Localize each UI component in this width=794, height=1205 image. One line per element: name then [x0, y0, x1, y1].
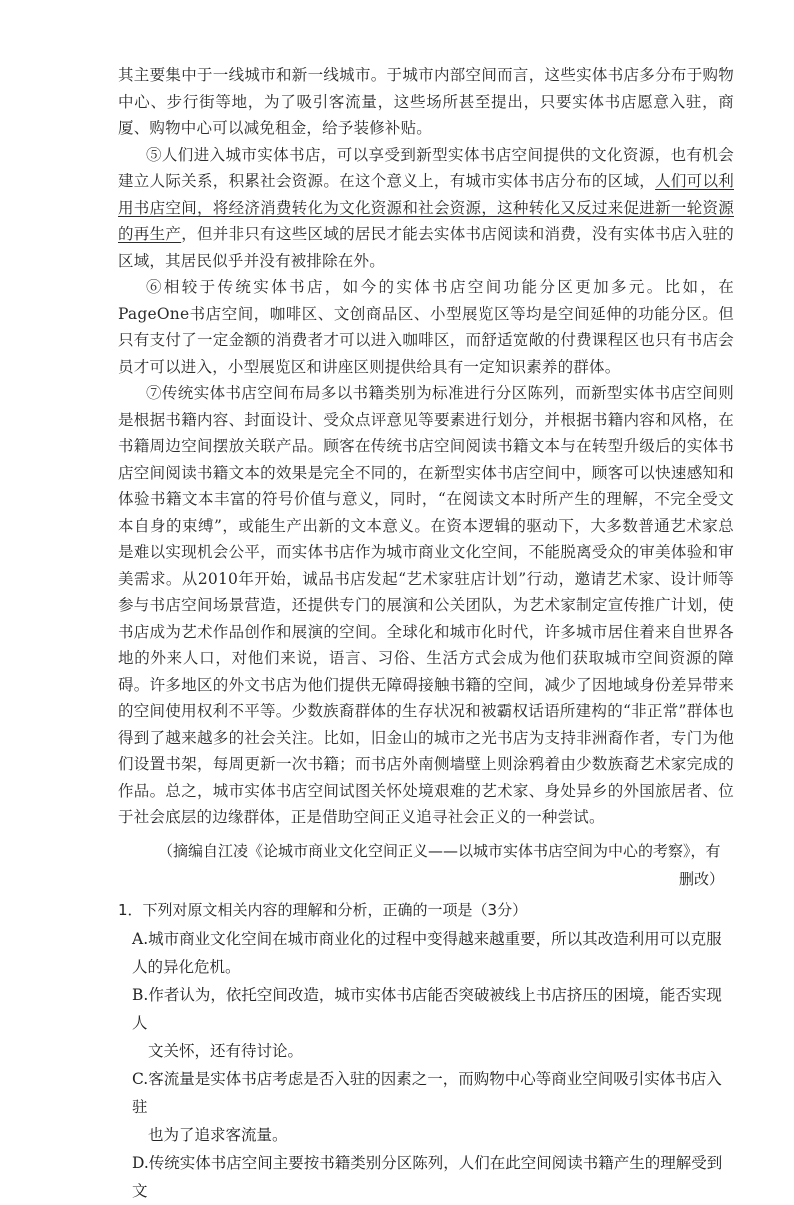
option-d: D.传统实体书店空间主要按书籍类别分区陈列，人们在此空间阅读书籍产生的理解受到文: [132, 1153, 723, 1200]
option-c: [118, 1065, 734, 1149]
option-b-line2: 文关怀，还有待讨论。: [148, 1041, 304, 1060]
paragraph-5-after: ，但并非只有这些区域的居民才能去实体书店阅读和消费，没有实体书店入驻的区域，其居民似乎并没有被排除在外。: [118, 225, 734, 270]
paragraph-5: [118, 142, 734, 275]
question-1-stem: 1．下列对原文相关内容的理解和分析，正确的一项是（3分）: [118, 900, 528, 919]
option-a: A.城市商业文化空间在城市商业化的过程中变得越来越重要，所以其改造利用可以克服人的异化危机。: [132, 929, 722, 976]
option-c-line2: 也为了追求客流量。: [148, 1125, 288, 1144]
paragraph-intro: 其主要集中于一线城市和新一线城市。于城市内部空间而言，这些实体书店多分布于购物中心、步行街等地，为了吸引客流量，这些场所甚至提出，只要实体书店愿意入驻，商厦、购物中心可以减免租金，给予装修补贴。: [118, 66, 734, 137]
paragraph-7: [118, 380, 734, 831]
option-c-line1: C.客流量是实体书店考虑是否入驻的因素之一，而购物中心等商业空间吸引实体书店入驻: [132, 1069, 722, 1116]
source-citation-end: 删改）: [678, 869, 724, 888]
paragraph-6: [118, 274, 734, 380]
paragraph-6-text: ⑥相较于传统实体书店，如今的实体书店空间功能分区更加多元。比如，在PageOne书店空间，咖啡区、文创商品区、小型展览区等均是空间延伸的功能分区。但只有支付了一定金额的消费者才可以进入咖啡区，而舒适宽敞的付费课程区也只有书店会员才可以进入，小型展览区和讲座区则提供给具有一定知识素养的群体。: [118, 278, 734, 376]
paragraph-7-text: ⑦传统实体书店空间布局多以书籍类别为标准进行分区陈列，而新型实体书店空间则是根据书籍内容、封面设计、受众点评意见等要素进行划分，并根据书籍内容和风格，在书籍周边空间摆放关联产品。顾客在传统书店空间阅读书籍文本与在转型升级后的实体书店空间阅读书籍文本的效果是完全不同的，在新型实体书店空间中，顾客可以快速感知和体验书籍文本丰富的符号价值与意义，同时，“在阅读文本时所产生的理解，不完全受文本自身的束缚”，或能生产出新的文本意义。在资本逻辑的驱动下，大多数普通艺术家总是难以实现机会公平，而实体书店作为城市商业文化空间，不能脱离受众的审美体验和审美需求。从2010年开始，诚品书店发起“艺术家驻店计划”行动，邀请艺术家、设计师等参与书店空间场景营造，还提供专门的展演和公关团队，为艺术家制定宣传推广计划，使书店成为艺术作品创作和展演的空间。全球化和城市化时代，许多城市居住着来自世界各地的外来人口，对他们来说，语言、习俗、生活方式会成为他们获取城市空间资源的障碍。许多地区的外文书店为他们提供无障碍接触书籍的空间，减少了因地域身份差异带来的空间使用权利不平等。少数族裔群体的生存状况和被霸权话语所建构的“非正常”群体也得到了越来越多的社会关注。比如，旧金山的城市之光书店为支持非洲裔作者，专门为他们设置书架，每周更新一次书籍；而书店外南侧墙壁上则涂鸦着由少数族裔艺术家完成的作品。总之，城市实体书店空间试图关怀处境艰难的艺术家、身处异乡的外国旅居者、位于社会底层的边缘群体，正是借助空间正义追寻社会正义的一种尝试。: [118, 384, 734, 826]
source-citation: （摘编自江凌《论城市商业文化空间正义——以城市实体书店空间为中心的考察》，有: [158, 841, 721, 860]
option-b-line1: B.作者认为，依托空间改造，城市实体书店能否突破被线上书店挤压的困境，能否实现人: [132, 985, 722, 1032]
paragraph-5-before: ⑤人们进入城市实体书店，可以享受到新型实体书店空间提供的文化资源，也有机会建立人际关系，积累社会资源。在这个意义上，有城市实体书店分布的区域，: [118, 145, 734, 190]
paragraph-5-underlined: 人们可以利用书店空间，将经济消费转化为文化资源和社会资源，这种转化又反过来促进新一轮资源的再生产: [118, 172, 734, 243]
option-b: [118, 981, 734, 1065]
